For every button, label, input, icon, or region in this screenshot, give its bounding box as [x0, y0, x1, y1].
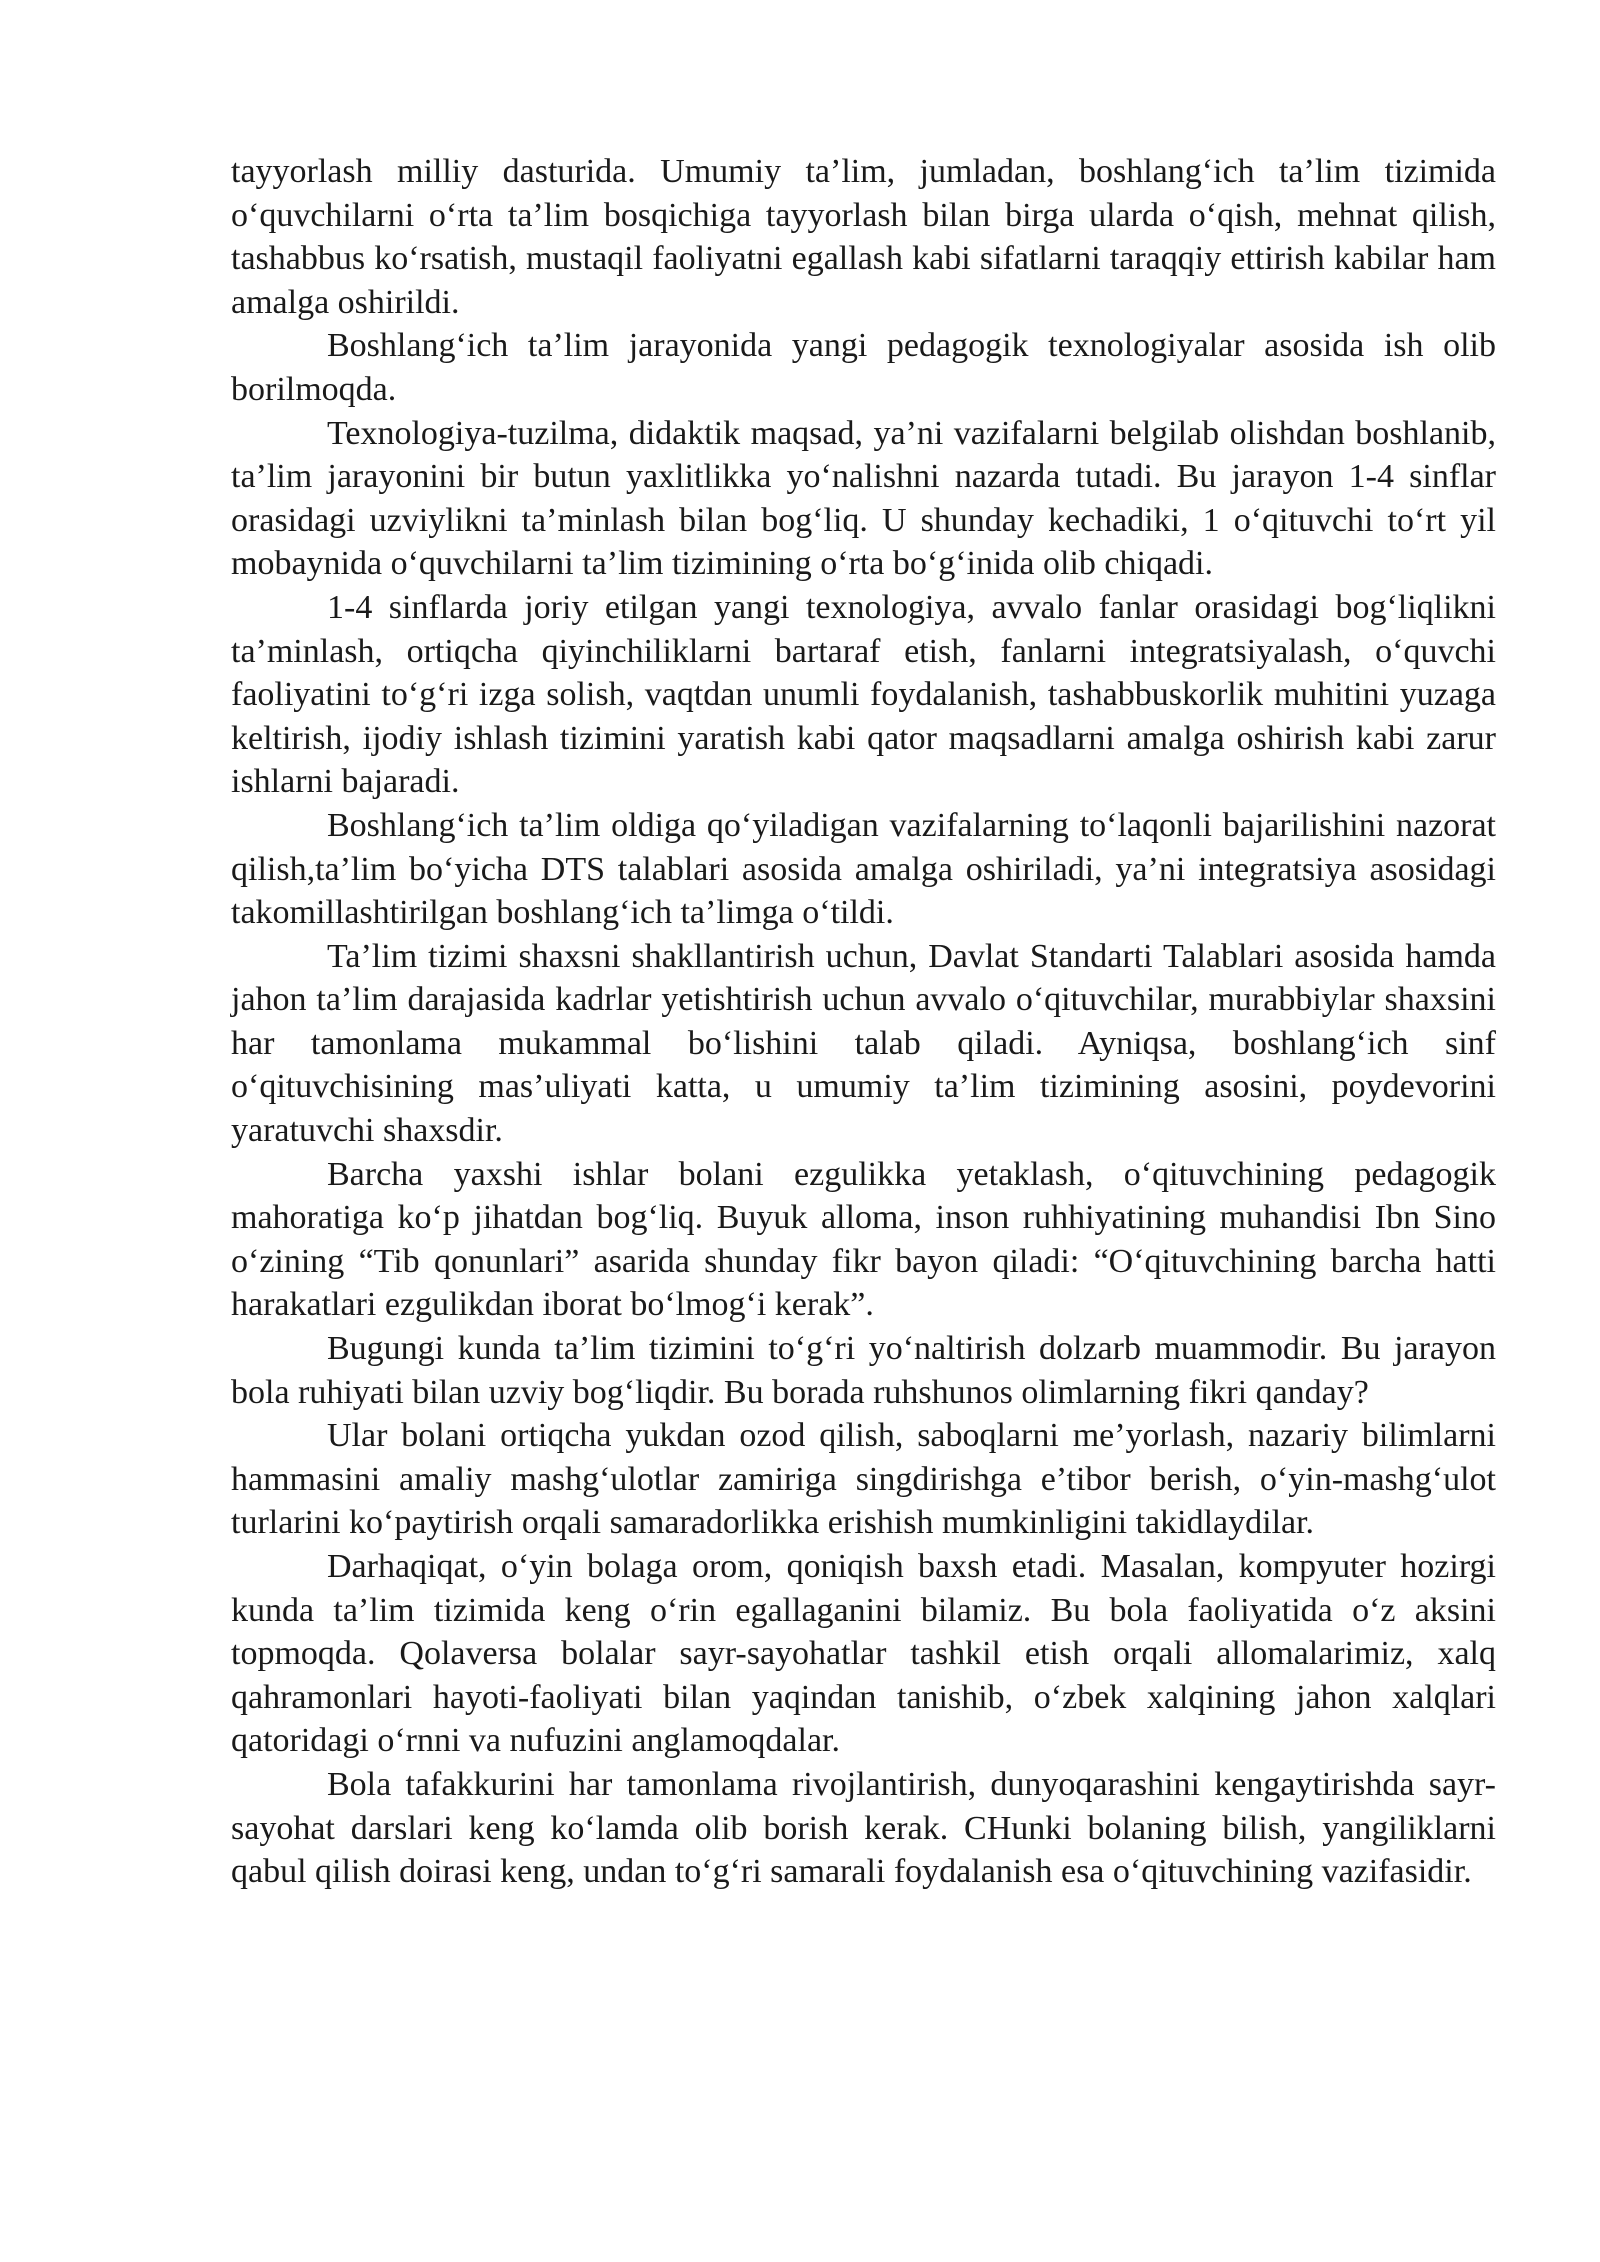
paragraph: Barcha yaxshi ishlar bolani ezgulikka yetaklash, o‘qituvchining pedagogik mahoratiga ko‘p jihatdan bog‘liq. Buyuk alloma, inson ruhhiyatining muhandisi Ibn Sino o‘zining “Tib qonunlari” asarida shunday fikr bayon qiladi: “O‘qituvchining barcha hatti harakatlari ezgulikdan iborat bo‘lmog‘i kerak”.: [231, 1155, 1496, 1324]
paragraph: Texnologiya-tuzilma, didaktik maqsad, ya’ni vazifalarni belgilab olishdan boshlanib, ta’lim jarayonini bir butun yaxlitlikka yo‘nalishni nazarda tutadi. Bu jarayon 1-4 sinflar orasidagi uzviylikni ta’minlash bilan bog‘liq. U shunday kechadiki, 1 o‘qituvchi to‘rt yil mobaynida o‘quvchilarni ta’lim tizimining o‘rta bo‘g‘inida olib chiqadi.: [231, 414, 1496, 583]
paragraph: Bola tafakkurini har tamonlama rivojlantirish, dunyoqarashini kengaytirishda sayr-sayohat darslari keng ko‘lamda olib borish kerak. CHunki bolaning bilish, yangiliklarni qabul qilish doirasi keng, undan to‘g‘ri samarali foydalanish esa o‘qituvchining vazifasidir.: [231, 1765, 1496, 1891]
paragraph: Ta’lim tizimi shaxsni shakllantirish uchun, Davlat Standarti Talablari asosida hamda jahon ta’lim darajasida kadrlar yetishtirish uchun avvalo o‘qituvchilar, murabbiylar shaxsini har tamonlama mukammal bo‘lishini talab qiladi. Ayniqsa, boshlang‘ich sinf o‘qituvchisining mas’uliyati katta, u umumiy ta’lim tizimining asosini, poydevorini yaratuvchi shaxsdir.: [231, 937, 1496, 1150]
paragraph: Boshlang‘ich ta’lim jarayonida yangi pedagogik texnologiyalar asosida ish olib borilmoqda.: [231, 327, 1496, 408]
paragraph: tayyorlash milliy dasturida. Umumiy ta’lim, jumladan, boshlang‘ich ta’lim tizimida o‘quvchilarni o‘rta ta’lim bosqichiga tayyorlash bilan birga ularda o‘qish, mehnat qilish, tashabbus ko‘rsatish, mustaqil faoliyatni egallash kabi sifatlarni taraqqiy ettirish kabilar ham amalga oshirildi.: [231, 153, 1496, 321]
paragraph: 1-4 sinflarda joriy etilgan yangi texnologiya, avvalo fanlar orasidagi bog‘liqlikni ta’minlash, ortiqcha qiyinchiliklarni bartaraf etish, fanlarni integratsiyalash, o‘quvchi faoliyatini to‘g‘ri izga solish, vaqtdan unumli foydalanish, tashabbuskorlik muhitini yuzaga keltirish, ijodiy ishlash tizimini yaratish kabi qator maqsadlarni amalga oshirish kabi zarur ishlarni bajaradi.: [231, 588, 1496, 801]
paragraph: Ular bolani ortiqcha yukdan ozod qilish, saboqlarni me’yorlash, nazariy bilimlarni hammasini amaliy mashg‘ulotlar zamiriga singdirishga e’tibor berish, o‘yin-mashg‘ulot turlarini ko‘paytirish orqali samaradorlikka erishish mumkinligini takidlaydilar.: [231, 1417, 1496, 1542]
paragraph: Darhaqiqat, o‘yin bolaga orom, qoniqish baxsh etadi. Masalan, kompyuter hozirgi kunda ta’lim tizimida keng o‘rin egallaganini bilamiz. Bu bola faoliyatida o‘z aksini topmoqda. Qolaversa bolalar sayr-sayohatlar tashkil etish orqali allomalarimiz, xalq qahramonlari hayoti-faoliyati bilan yaqindan tanishib, o‘zbek xalqining jahon xalqlari qatoridagi o‘rnni va nufuzini anglamoqdalar.: [231, 1548, 1496, 1760]
paragraph: Bugungi kunda ta’lim tizimini to‘g‘ri yo‘naltirish dolzarb muammodir. Bu jarayon bola ruhiyati bilan uzviy bog‘liqdir. Bu borada ruhshunos olimlarning fikri qanday?: [231, 1330, 1496, 1411]
document-page: [231, 150, 1496, 1894]
paragraph: Boshlang‘ich ta’lim oldiga qo‘yiladigan vazifalarning to‘laqonli bajarilishini nazorat qilish,ta’lim bo‘yicha DTS talablari asosida amalga oshiriladi, ya’ni integratsiya asosidagi takomillashtirilgan boshlang‘ich ta’limga o‘tildi.: [231, 806, 1496, 932]
